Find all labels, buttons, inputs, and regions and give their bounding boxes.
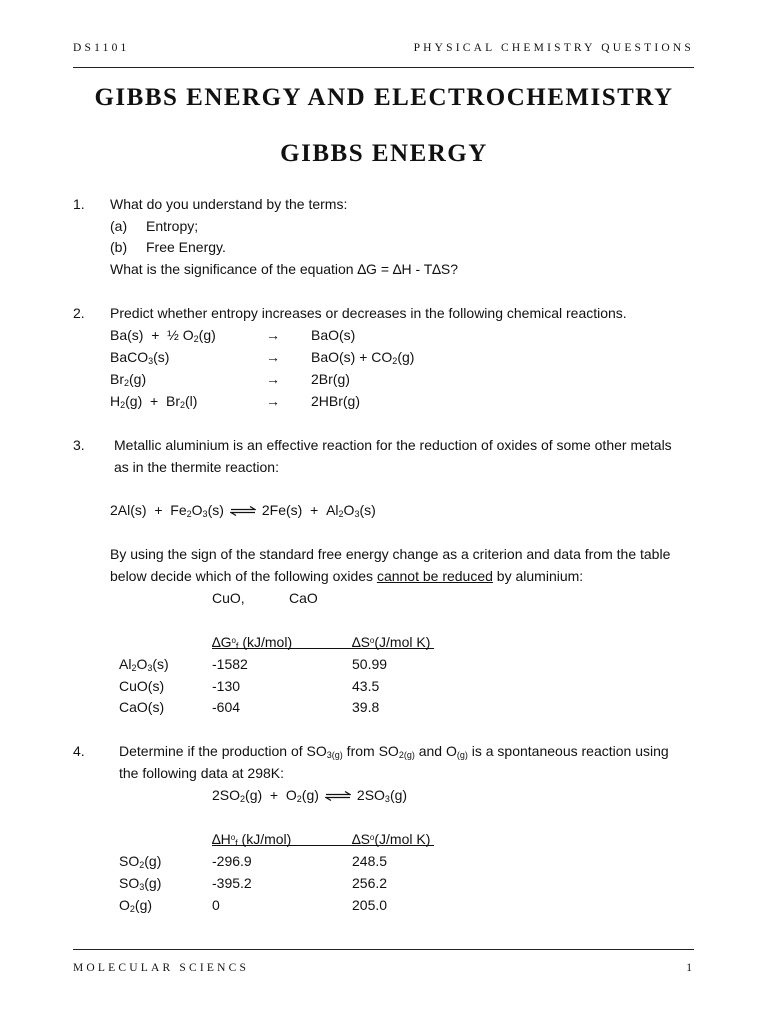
q3-row-2-value-1: -130 <box>212 678 241 694</box>
q4-row-3-label: $O_2(g)$ <box>119 897 153 914</box>
q2-reaction-3-arrow: → <box>266 371 280 387</box>
q3-header-underline <box>212 648 434 649</box>
q4-line-1b: from SO <box>342 743 399 759</box>
q3-line-2: as in the thermite reaction: <box>114 459 279 475</box>
q3-underlined-phrase: cannot be reduced <box>376 568 493 584</box>
q3-oxide-2: CaO <box>289 590 318 606</box>
equilibrium-arrow-icon <box>230 506 256 516</box>
page-title: GIBBS ENERGY AND ELECTROCHEMISTRY <box>94 84 674 111</box>
q1-a-label: (a) <box>110 218 128 234</box>
q4-row-2-value-2: 256.2 <box>352 875 388 891</box>
q4-equation: $2SO_2(g) + O_2(g)$ $2SO_3(g)$ <box>212 787 408 804</box>
q4-row-3-value-1: 0 <box>212 897 220 913</box>
q3-row-3-label: CaO(s) <box>119 699 165 715</box>
q2-number: 2. <box>73 305 85 321</box>
q3-col-header-1-unit: (kJ/mol) <box>242 634 293 650</box>
q3-col-header-2: $\Delta S^o(J$/mol K) <box>352 634 431 650</box>
q3-thermite-equation: $2Al(s) + Fe_2O_3(s) 2Fe(s) + Al_2O_3(s)$ <box>110 502 376 519</box>
q2-reaction-4-products: 2HBr(g) <box>311 393 361 409</box>
page-number: 1 <box>686 962 692 974</box>
q2-reaction-2-arrow: → <box>266 349 280 365</box>
q4-col-header-1-unit: (kJ/mol) <box>241 831 292 847</box>
q4-line-2: the following data at 298K: <box>119 765 285 781</box>
q2-reaction-3-products: 2Br(g) <box>311 371 350 387</box>
q2-reaction-4-reactants: $H_2(g) + Br_2(l)$ <box>110 393 198 410</box>
q2-reaction-2-products: $BaO(s) + CO_2(g)$ <box>311 349 415 366</box>
header-left: DS1101 <box>73 42 130 54</box>
q4-row-3-value-2: 205.0 <box>352 897 388 913</box>
q2-reaction-3-reactants: $Br_2(g)$ <box>110 371 147 388</box>
q4-line-1a: Determine if the production of SO <box>119 743 327 759</box>
q3-row-2-value-2: 43.5 <box>352 678 380 694</box>
q3-row-3-value-1: -604 <box>212 699 241 715</box>
q2-reaction-4-arrow: → <box>266 393 280 409</box>
q4-number: 4. <box>73 743 85 759</box>
q3-row-1-value-1: -1582 <box>212 656 248 672</box>
q4-row-2-label: $SO_3(g)$ <box>119 875 162 892</box>
q3-line-1: Metallic aluminium is an effective reaction for the reduction of oxides of some other metals <box>114 437 672 453</box>
q3-col-header-2-unit: (J/mol K) <box>374 634 431 650</box>
q3-row-2-label: CuO(s) <box>119 678 165 694</box>
q3-paragraph-1: By using the sign of the standard free energy change as a criterion and data from the table <box>110 546 671 562</box>
q2-reaction-1-products: BaO(s) <box>311 327 356 343</box>
q2-text: Predict whether entropy increases or decreases in the following chemical reactions. <box>110 305 627 321</box>
section-title: GIBBS ENERGY <box>280 140 488 167</box>
q2-reaction-1-reactants: Ba(s) + ½ $O_2(g)$ <box>110 327 216 344</box>
q4-col-header-2: $\Delta S^o(J$/mol K) <box>352 831 431 847</box>
q1-b-label: (b) <box>110 239 128 255</box>
q3-number: 3. <box>73 437 85 453</box>
q1-b-text: Free Energy. <box>146 239 226 255</box>
q4-row-2-value-1: -395.2 <box>212 875 252 891</box>
q3-paragraph-2a: below decide which of the following oxides <box>110 568 377 584</box>
q4-row-1-value-2: 248.5 <box>352 853 388 869</box>
q4-row-1-label: $SO_2(g)$ <box>119 853 162 870</box>
q3-row-3-value-2: 39.8 <box>352 699 380 715</box>
q4-line-1c: and O <box>414 743 457 759</box>
q3-col-header-1: $\Delta G^o_f$ (kJ/mol) <box>212 634 293 651</box>
q2-reaction-1-arrow: → <box>266 327 280 343</box>
q1-number: 1. <box>73 196 85 212</box>
footer-rule <box>73 949 694 950</box>
q3-row-1-label: $Al_2O_3(s)$ <box>119 656 169 673</box>
q4-col-header-1: $\Delta H^o_f$ (kJ/mol) <box>212 831 292 848</box>
header-rule <box>73 67 694 68</box>
header-right: PHYSICAL CHEMISTRY QUESTIONS <box>413 42 694 54</box>
q1-a-text: Entropy; <box>146 218 199 234</box>
q3-paragraph-2 <box>110 568 583 584</box>
q4-header-underline <box>212 845 434 846</box>
q4-row-1-value-1: -296.9 <box>212 853 252 869</box>
q1-significance: What is the significance of the equation ∆G = ∆H - T∆S? <box>110 261 458 277</box>
q4-col-header-2-unit: (J/mol K) <box>374 831 431 847</box>
q3-paragraph-2b: by aluminium: <box>492 568 584 584</box>
footer-left: MOLECULAR SCIENCS <box>73 962 250 974</box>
q4-line-1d: is a spontaneous reaction using <box>467 743 669 759</box>
equilibrium-arrow-icon <box>325 791 351 801</box>
q3-row-1-value-2: 50.99 <box>352 656 388 672</box>
q2-reaction-2-reactants: BaCO$_3$(s) <box>110 349 170 366</box>
q3-oxide-1: CuO, <box>212 590 245 606</box>
q1-text: What do you understand by the terms: <box>110 196 348 212</box>
q4-line-1: Determine if the production of $SO_{3(g)}$ from $SO_{2(g)}$ and $O_{(g)}$ is a spontaneous reaction using <box>119 743 669 760</box>
